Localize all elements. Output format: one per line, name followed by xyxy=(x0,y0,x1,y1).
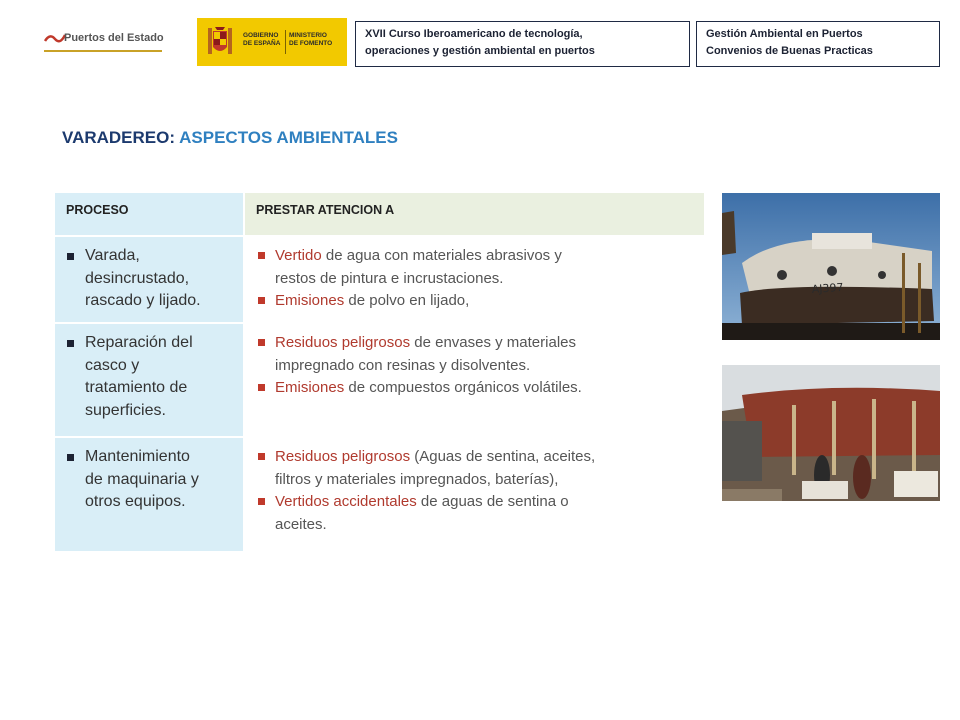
gobierno-label: GOBIERNO DE ESPAÑA xyxy=(243,32,281,47)
proceso-cell xyxy=(55,438,245,551)
attention-item: Vertido de agua con materiales abrasivos y restos de pintura e incrustaciones. xyxy=(245,245,704,290)
table-row xyxy=(55,438,704,553)
table-row xyxy=(55,324,704,438)
attention-item: Emisiones de polvo en lijado, xyxy=(245,290,704,313)
aspects-table xyxy=(55,193,704,553)
slide-title-part1: VARADEREO: xyxy=(62,128,176,147)
topic-title-line: Gestión Ambiental en Puertos xyxy=(706,28,863,40)
table-header-row xyxy=(55,193,704,237)
svg-text:AJ397: AJ397 xyxy=(811,280,844,296)
attention-cell xyxy=(245,438,704,551)
slide-title-part2: ASPECTOS AMBIENTALES xyxy=(179,128,398,147)
logo-separator xyxy=(285,30,286,54)
course-title-line: operaciones y gestión ambiental en puertos xyxy=(365,45,595,57)
proceso-item: Varada, desincrustado, rascado y lijado. xyxy=(55,245,243,313)
proceso-cell xyxy=(55,237,245,322)
attention-item: Emisiones de compuestos orgánicos volátiles. xyxy=(245,377,704,400)
course-title-line: XVII Curso Iberoamericano de tecnología, xyxy=(365,28,583,40)
puertos-del-estado-logo xyxy=(44,26,164,60)
attention-cell xyxy=(245,237,704,322)
boat-slipway-photo xyxy=(722,193,940,340)
ministerio-label: MINISTERIO DE FOMENTO xyxy=(289,32,333,47)
topic-title-line: Convenios de Buenas Practicas xyxy=(706,45,873,57)
puertos-wave-icon xyxy=(44,31,66,45)
header-proceso: PROCESO xyxy=(55,193,245,235)
attention-item: Residuos peligrosos (Aguas de sentina, aceites, filtros y materiales impregnados, baterías), xyxy=(245,446,704,491)
attention-item: Residuos peligrosos de envases y materiales impregnado con resinas y disolventes. xyxy=(245,332,704,377)
proceso-cell xyxy=(55,324,245,436)
header-prestar: PRESTAR ATENCION A xyxy=(245,193,704,235)
coat-of-arms-icon xyxy=(205,25,235,59)
ministerio-fomento-logo xyxy=(197,18,347,66)
attention-item: Vertidos accidentales de aguas de sentina o aceites. xyxy=(245,491,704,536)
attention-cell xyxy=(245,324,704,436)
proceso-item: Mantenimiento de maquinaria y otros equipos. xyxy=(55,446,243,514)
puertos-logo-text: Puertos del Estado xyxy=(64,32,164,44)
topic-title-box xyxy=(696,21,940,67)
course-title-box xyxy=(355,21,690,67)
puertos-logo-underline xyxy=(44,50,162,52)
slide-title xyxy=(62,128,398,148)
table-row xyxy=(55,237,704,324)
proceso-item: Reparación del casco y tratamiento de superficies. xyxy=(55,332,243,422)
hull-repair-photo xyxy=(722,365,940,501)
